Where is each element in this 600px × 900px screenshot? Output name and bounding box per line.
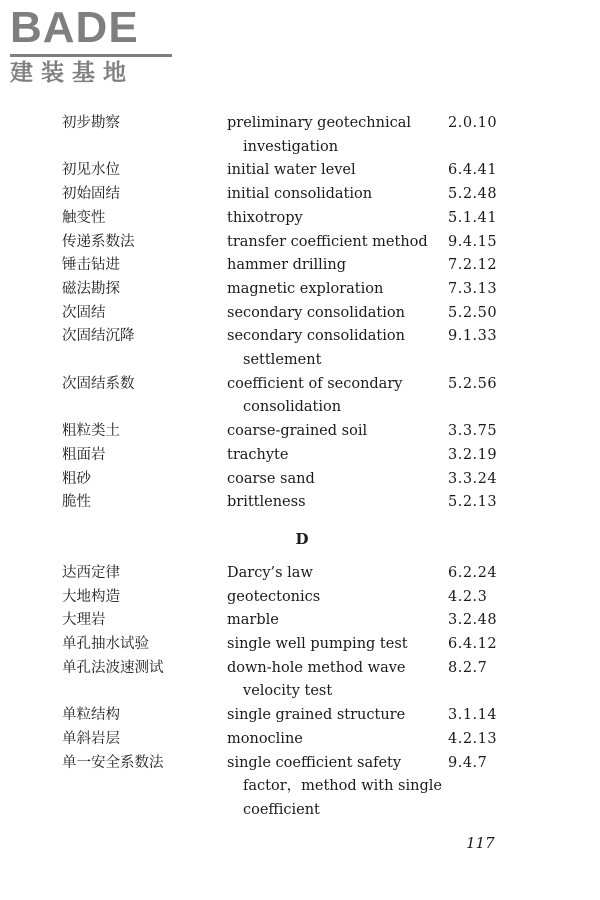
term-english-continuation: velocity test bbox=[243, 683, 333, 700]
glossary-entry bbox=[0, 752, 600, 823]
section-number: 5.2.56 bbox=[448, 375, 498, 392]
term-english-line: down-hole method wave bbox=[227, 659, 406, 676]
term-english bbox=[227, 302, 442, 326]
term-chinese: 次固结沉降 bbox=[62, 328, 135, 345]
term-english-line: single coefficient safety bbox=[227, 754, 402, 771]
term-chinese: 初见水位 bbox=[62, 162, 120, 179]
term-chinese: 单一安全系数法 bbox=[62, 754, 164, 771]
term-english bbox=[227, 420, 442, 444]
term-english-continuation: coefficient bbox=[243, 801, 320, 818]
page-number: 117 bbox=[466, 834, 495, 852]
term-chinese: 单孔法波速测试 bbox=[62, 659, 164, 676]
term-english-line: initial water level bbox=[227, 162, 356, 179]
glossary-entry bbox=[0, 704, 600, 728]
logo bbox=[10, 4, 175, 88]
term-english bbox=[227, 752, 442, 823]
term-english-continuation: consolidation bbox=[243, 399, 342, 416]
term-english-line: preliminary geotechnical bbox=[227, 115, 412, 131]
term-english-line: trachyte bbox=[227, 446, 289, 463]
term-english bbox=[227, 159, 442, 183]
logo-subtitle: 建装基地 bbox=[10, 60, 134, 86]
glossary-entry bbox=[0, 254, 600, 278]
term-english-line: geotectonics bbox=[227, 588, 321, 605]
glossary-entry bbox=[0, 444, 600, 468]
glossary-entry bbox=[0, 231, 600, 255]
section-number: 9.4.7 bbox=[448, 754, 488, 771]
glossary-entry bbox=[0, 586, 600, 610]
term-english-line: Darcy’s law bbox=[227, 564, 313, 581]
term-english-line: marble bbox=[227, 612, 279, 629]
glossary-entry bbox=[0, 183, 600, 207]
term-english bbox=[227, 373, 442, 420]
section-number: 7.2.12 bbox=[448, 257, 498, 274]
glossary-entry bbox=[0, 728, 600, 752]
section-number: 4.2.13 bbox=[448, 730, 498, 747]
term-english-line: single grained structure bbox=[227, 707, 406, 724]
glossary-entry bbox=[0, 468, 600, 492]
term-english-line: initial consolidation bbox=[227, 186, 373, 203]
section-number: 7.3.13 bbox=[448, 280, 498, 297]
term-english bbox=[227, 586, 442, 610]
term-english bbox=[227, 325, 442, 372]
term-english-line: magnetic exploration bbox=[227, 280, 384, 297]
term-english-line: monocline bbox=[227, 730, 303, 747]
section-number: 4.2.3 bbox=[448, 588, 488, 605]
term-english-line: secondary consolidation bbox=[227, 304, 405, 321]
section-number: 3.3.24 bbox=[448, 470, 498, 487]
term-english bbox=[227, 704, 442, 728]
term-chinese: 大地构造 bbox=[62, 588, 120, 605]
term-english-line: transfer coefficient method bbox=[227, 233, 428, 250]
term-english bbox=[227, 633, 442, 657]
term-english-line: secondary consolidation bbox=[227, 328, 405, 345]
term-chinese: 单斜岩层 bbox=[62, 730, 120, 747]
term-chinese: 粗砂 bbox=[62, 470, 91, 487]
glossary-entry bbox=[0, 491, 600, 515]
glossary-entry bbox=[0, 562, 600, 586]
term-english bbox=[227, 562, 442, 586]
term-chinese: 传递系数法 bbox=[62, 233, 135, 250]
term-english-line: brittleness bbox=[227, 494, 306, 511]
term-chinese: 达西定律 bbox=[62, 564, 120, 581]
glossary-entry bbox=[0, 657, 600, 704]
term-chinese: 大理岩 bbox=[62, 612, 106, 629]
glossary-entry bbox=[0, 207, 600, 231]
glossary-group-c bbox=[0, 112, 600, 515]
section-number: 2.0.10 bbox=[448, 115, 498, 131]
logo-divider bbox=[10, 54, 172, 57]
term-english bbox=[227, 444, 442, 468]
term-english bbox=[227, 231, 442, 255]
section-number: 3.3.75 bbox=[448, 423, 498, 440]
section-number: 6.4.12 bbox=[448, 636, 498, 653]
section-number: 6.2.24 bbox=[448, 564, 498, 581]
section-number: 5.2.50 bbox=[448, 304, 498, 321]
letter-heading: D bbox=[295, 529, 309, 548]
term-english bbox=[227, 278, 442, 302]
term-chinese: 初始固结 bbox=[62, 186, 120, 203]
term-english bbox=[227, 183, 442, 207]
term-english bbox=[227, 609, 442, 633]
term-chinese: 单孔抽水试验 bbox=[62, 636, 149, 653]
glossary-entry bbox=[0, 278, 600, 302]
term-english-line: thixotropy bbox=[227, 209, 303, 226]
term-chinese: 锤击钻进 bbox=[62, 257, 120, 274]
glossary-entry bbox=[0, 633, 600, 657]
glossary-entry bbox=[0, 302, 600, 326]
term-english-line: coarse-grained soil bbox=[227, 423, 368, 440]
term-chinese: 次固结 bbox=[62, 304, 106, 321]
term-chinese: 脆性 bbox=[62, 494, 91, 511]
term-chinese: 粗面岩 bbox=[62, 446, 106, 463]
term-english-continuation: investigation bbox=[243, 138, 339, 155]
glossary-entry bbox=[0, 112, 600, 159]
glossary-entry bbox=[0, 609, 600, 633]
term-chinese: 粗粒类土 bbox=[62, 423, 120, 440]
glossary-entry bbox=[0, 420, 600, 444]
term-english bbox=[227, 112, 442, 159]
section-number: 9.4.15 bbox=[448, 233, 498, 250]
term-english bbox=[227, 491, 442, 515]
term-english-continuation: settlement bbox=[243, 352, 322, 369]
section-number: 9.1.33 bbox=[448, 328, 498, 345]
logo-wordmark: BADE bbox=[10, 3, 139, 52]
glossary-group-d bbox=[0, 562, 600, 823]
term-english bbox=[227, 728, 442, 752]
term-english bbox=[227, 468, 442, 492]
glossary-entry bbox=[0, 325, 600, 372]
term-english-line: single well pumping test bbox=[227, 636, 408, 653]
term-english-continuation: factor，method with single bbox=[243, 778, 442, 795]
section-number: 6.4.41 bbox=[448, 162, 498, 179]
term-chinese: 磁法勘探 bbox=[62, 280, 120, 297]
term-english-line: hammer drilling bbox=[227, 257, 346, 274]
section-number: 3.2.48 bbox=[448, 612, 498, 629]
section-number: 3.2.19 bbox=[448, 446, 498, 463]
section-number: 8.2.7 bbox=[448, 659, 488, 676]
section-number: 5.2.48 bbox=[448, 186, 498, 203]
term-english bbox=[227, 207, 442, 231]
section-number: 5.1.41 bbox=[448, 209, 498, 226]
term-chinese: 单粒结构 bbox=[62, 707, 120, 724]
section-number: 5.2.13 bbox=[448, 494, 498, 511]
term-chinese: 初步勘察 bbox=[62, 115, 120, 131]
glossary-entry bbox=[0, 159, 600, 183]
term-english-line: coefficient of secondary bbox=[227, 375, 403, 392]
glossary-entry bbox=[0, 373, 600, 420]
glossary bbox=[0, 112, 600, 823]
term-chinese: 次固结系数 bbox=[62, 375, 135, 392]
term-chinese: 触变性 bbox=[62, 209, 106, 226]
section-number: 3.1.14 bbox=[448, 707, 498, 724]
term-english bbox=[227, 657, 442, 704]
term-english bbox=[227, 254, 442, 278]
term-english-line: coarse sand bbox=[227, 470, 315, 487]
